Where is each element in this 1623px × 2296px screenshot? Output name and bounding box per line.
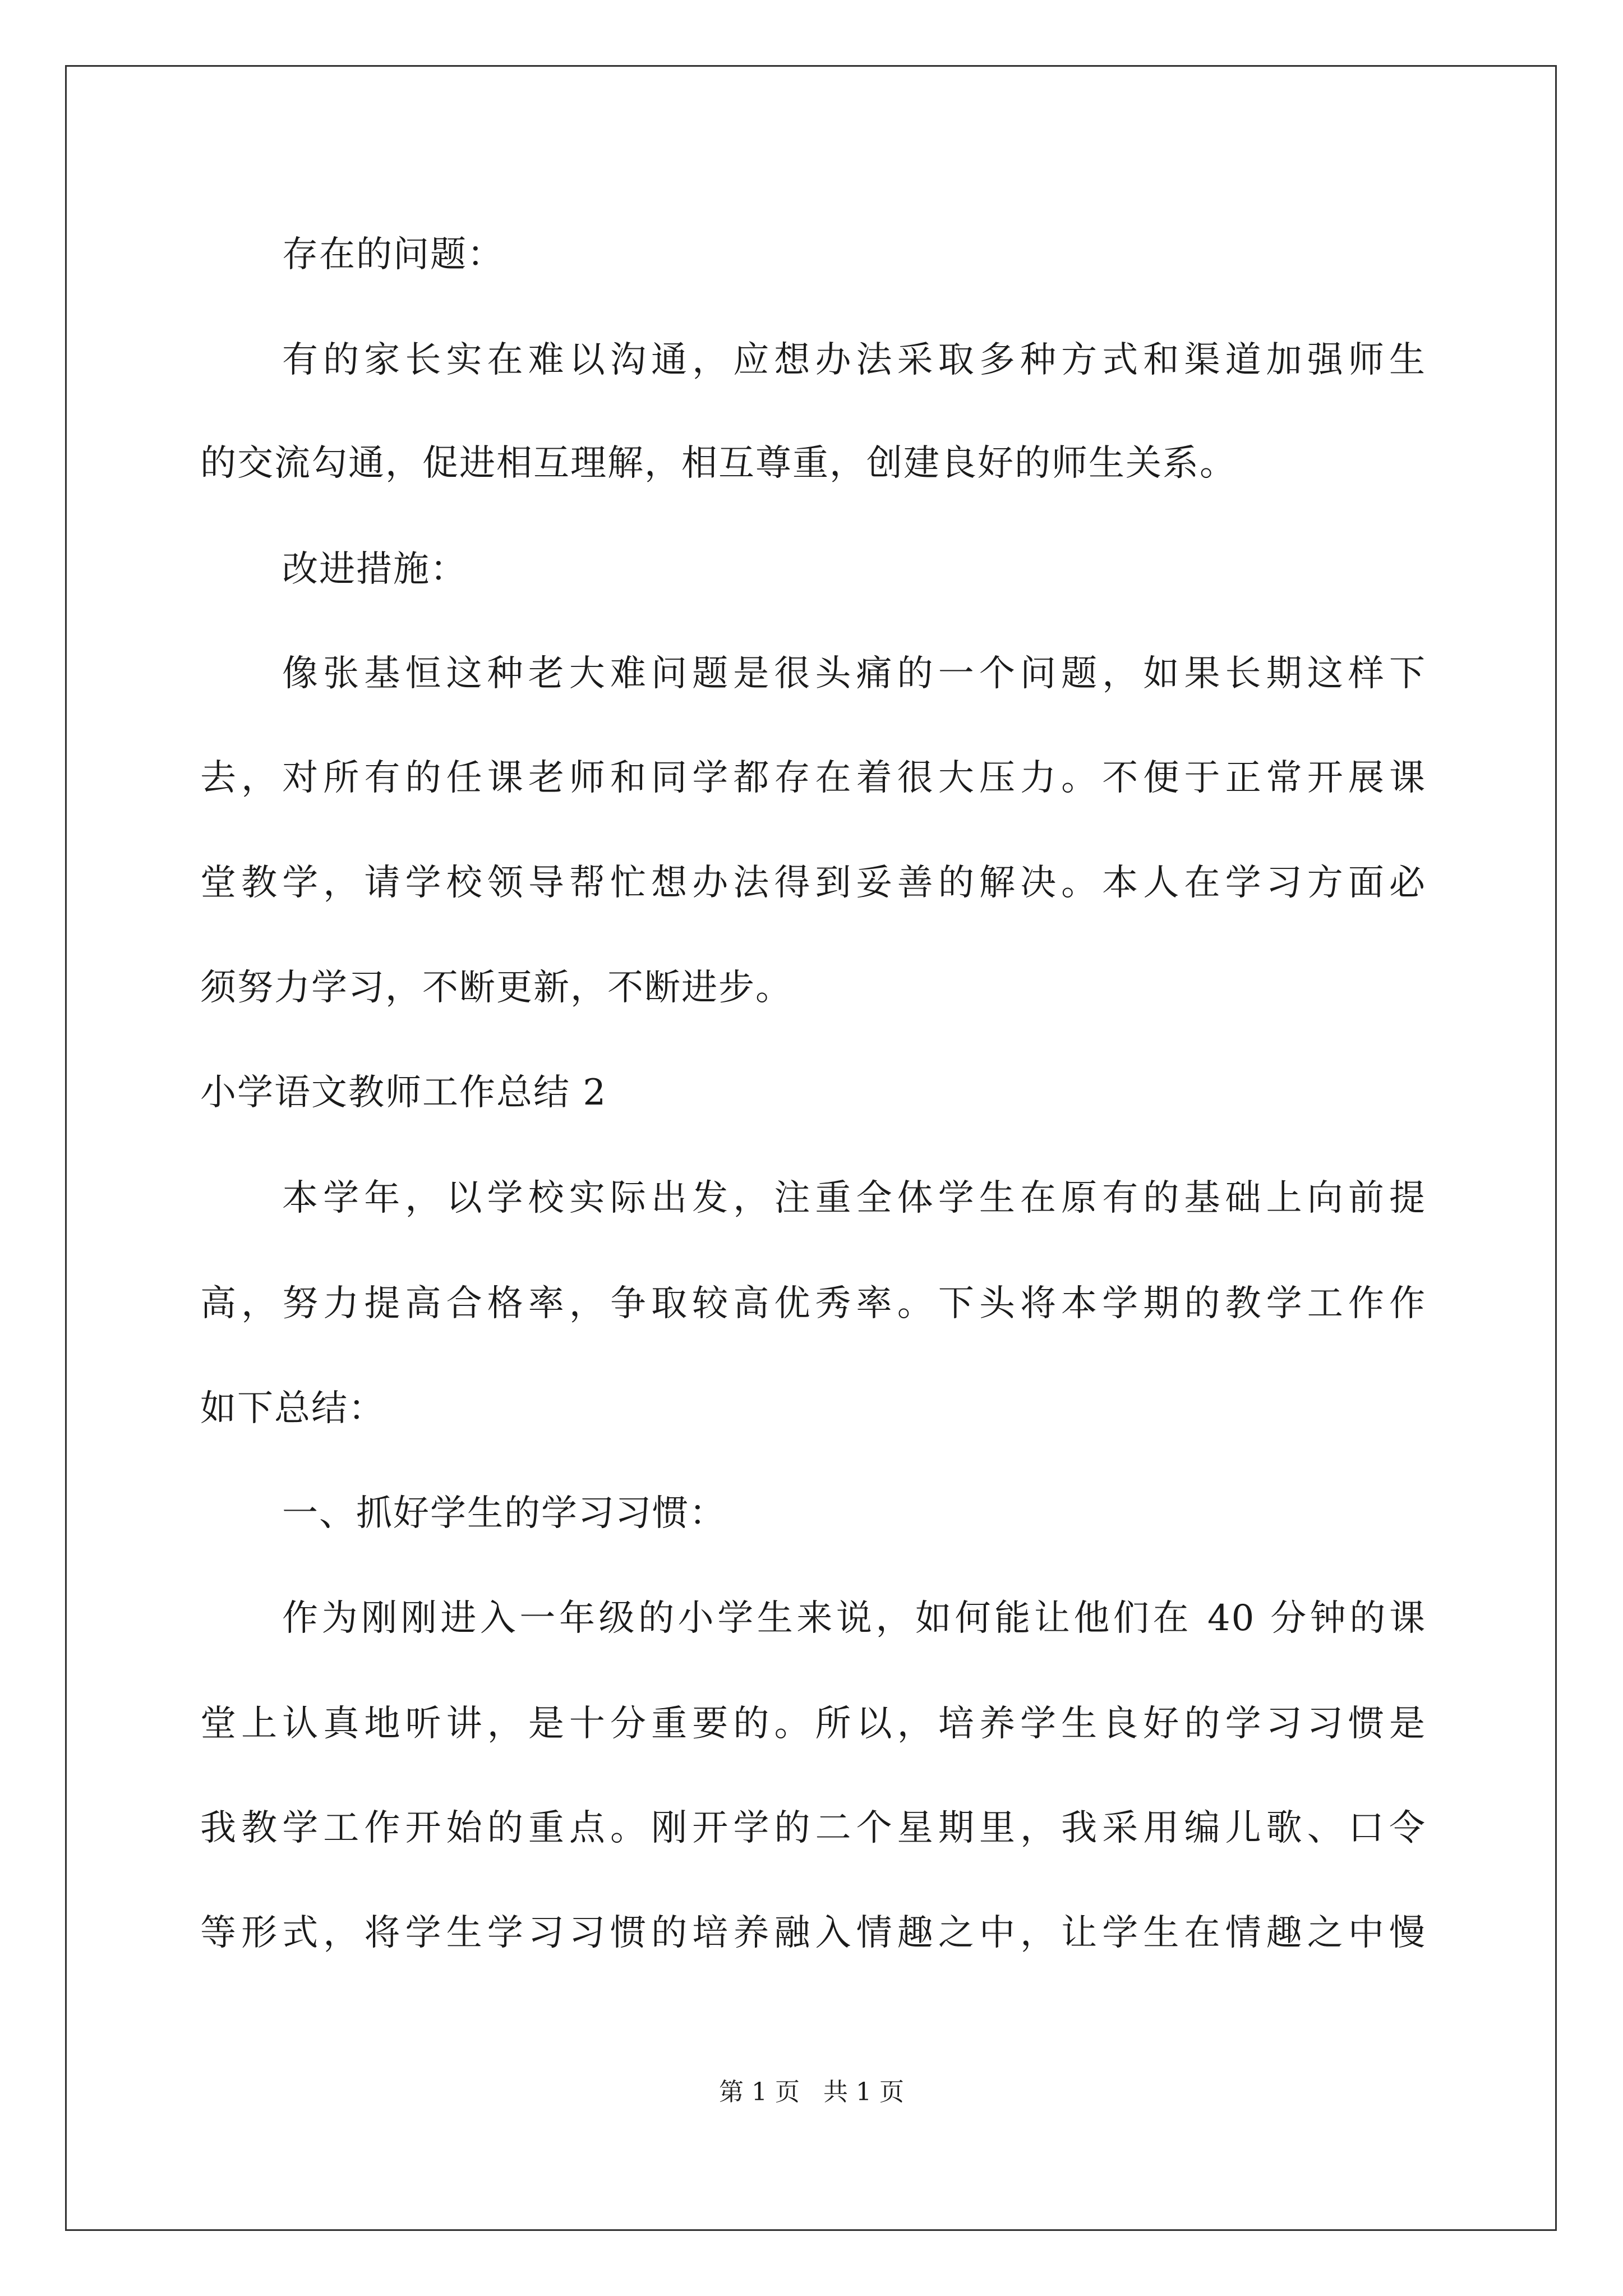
subheading-study-habits: 一、抓好学生的学习习惯：: [282, 1493, 726, 1534]
page-border: [65, 65, 1557, 2231]
section-title: 小学语文教师工作总结 2: [200, 1072, 607, 1114]
paragraph-line: 我教学工作开始的重点。刚开学的二个星期里，我采用编儿歌、口令: [200, 1807, 1426, 1849]
paragraph-line: 须努力学习，不断更新，不断进步。: [200, 967, 792, 1009]
page-footer: 第 1 页 共 1 页: [719, 2078, 904, 2106]
paragraph-line: 去，对所有的任课老师和同学都存在着很大压力。不便于正常开展课: [200, 757, 1426, 799]
paragraph-line: 高，努力提高合格率，争取较高优秀率。下头将本学期的教学工作作: [200, 1283, 1426, 1324]
paragraph-line: 本学年，以学校实际出发，注重全体学生在原有的基础上向前提: [282, 1177, 1426, 1219]
paragraph-line: 像张基恒这种老大难问题是很头痛的一个问题，如果长期这样下: [282, 653, 1426, 694]
paragraph-line: 等形式，将学生学习习惯的培养融入情趣之中，让学生在情趣之中慢: [200, 1912, 1426, 1954]
paragraph-line: 堂上认真地听讲，是十分重要的。所以，培养学生良好的学习习惯是: [200, 1703, 1426, 1745]
paragraph-line: 如下总结：: [200, 1388, 385, 1429]
paragraph-line: 有的家长实在难以沟通，应想办法采取多种方式和渠道加强师生: [282, 339, 1426, 381]
heading-improvement-measures: 改进措施：: [282, 549, 467, 590]
paragraph-line: 作为刚刚进入一年级的小学生来说，如何能让他们在 40 分钟的课: [282, 1598, 1426, 1639]
paragraph-line: 的交流勾通，促进相互理解，相互尊重，创建良好的师生关系。: [200, 443, 1237, 484]
paragraph-line: 堂教学，请学校领导帮忙想办法得到妥善的解决。本人在学习方面必: [200, 862, 1426, 904]
heading-existing-problems: 存在的问题：: [282, 234, 504, 275]
